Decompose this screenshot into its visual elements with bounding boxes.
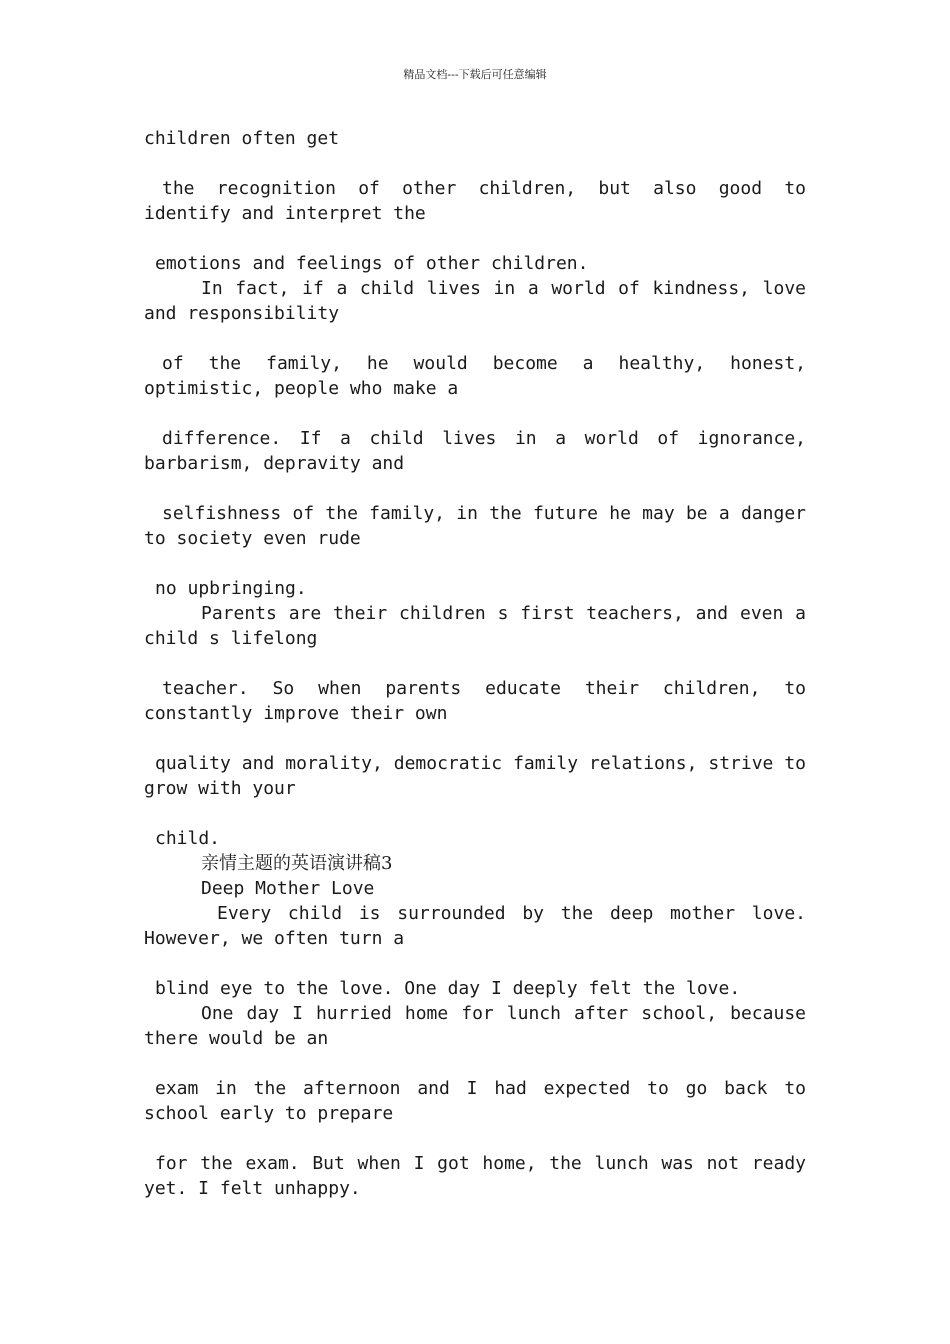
paragraph: the recognition of other children, but also good to identify and interpret the: [144, 178, 806, 224]
paragraph: children often get: [144, 128, 340, 149]
paragraph: Every child is surrounded by the deep mother love. However, we often turn a: [144, 903, 806, 949]
document-body: [144, 126, 806, 1201]
paragraph: of the family, he would become a healthy, honest, optimistic, people who make a: [144, 353, 806, 399]
paragraph: Parents are their children s first teachers, and even a child s lifelong: [144, 603, 806, 649]
paragraph: quality and morality, democratic family relations, strive to grow with your: [144, 753, 806, 799]
article-title: Deep Mother Love: [201, 878, 375, 899]
paragraph: In fact, if a child lives in a world of kindness, love and responsibility: [144, 278, 806, 324]
paragraph: teacher. So when parents educate their children, to constantly improve their own: [144, 678, 806, 724]
paragraph: child.: [155, 828, 221, 849]
section-heading: 亲情主题的英语演讲稿3: [201, 853, 393, 874]
paragraph: selfishness of the family, in the future he may be a danger to society even rude: [144, 503, 806, 549]
page-header: 精品文档---下载后可任意编辑: [403, 68, 547, 81]
paragraph: no upbringing.: [155, 578, 307, 599]
paragraph: for the exam. But when I got home, the lunch was not ready yet. I felt unhappy.: [144, 1153, 806, 1199]
paragraph: exam in the afternoon and I had expected to go back to school early to prepare: [144, 1078, 806, 1124]
paragraph: emotions and feelings of other children.: [155, 253, 589, 274]
paragraph: difference. If a child lives in a world of ignorance, barbarism, depravity and: [144, 428, 806, 474]
paragraph: One day I hurried home for lunch after school, because there would be an: [144, 1003, 806, 1049]
paragraph: blind eye to the love. One day I deeply felt the love.: [155, 978, 741, 999]
